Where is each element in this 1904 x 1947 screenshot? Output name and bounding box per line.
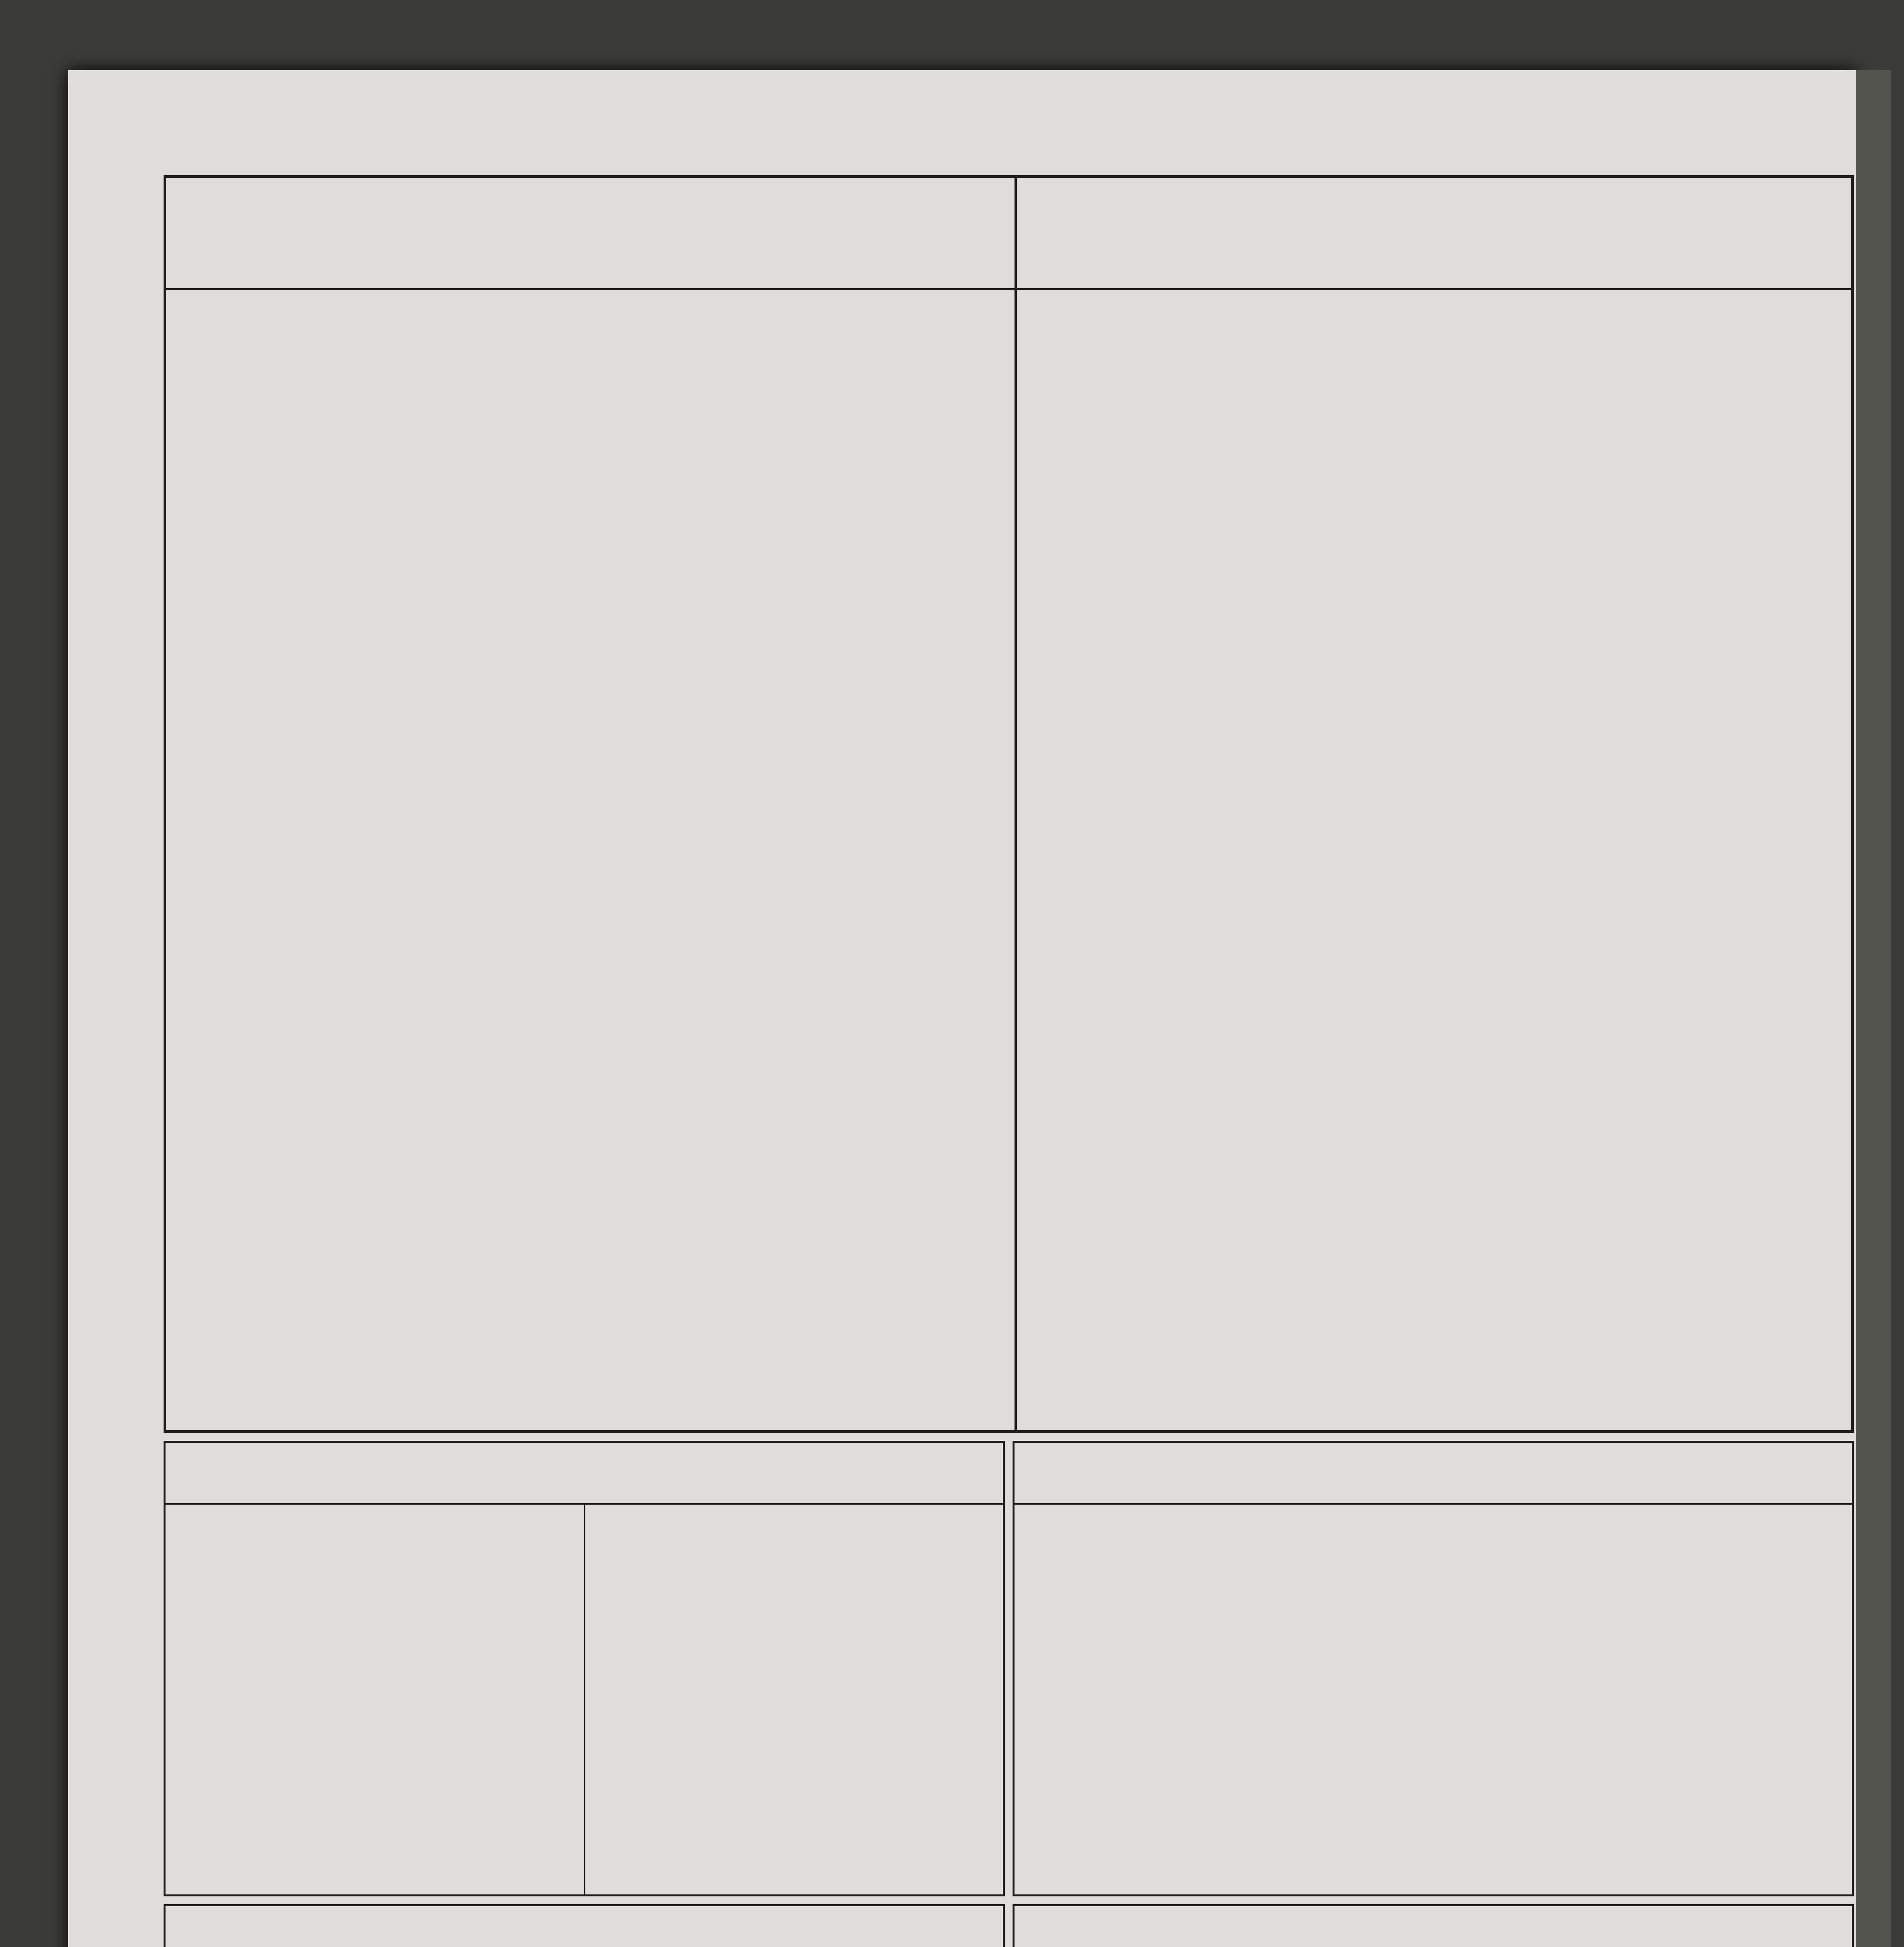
souscription-box xyxy=(1013,1904,1854,1947)
office-box xyxy=(1013,1441,1854,1896)
page-binding-edge xyxy=(1856,70,1891,1947)
changes-box xyxy=(164,1904,1005,1947)
obligations-table-frame xyxy=(164,175,1854,1433)
